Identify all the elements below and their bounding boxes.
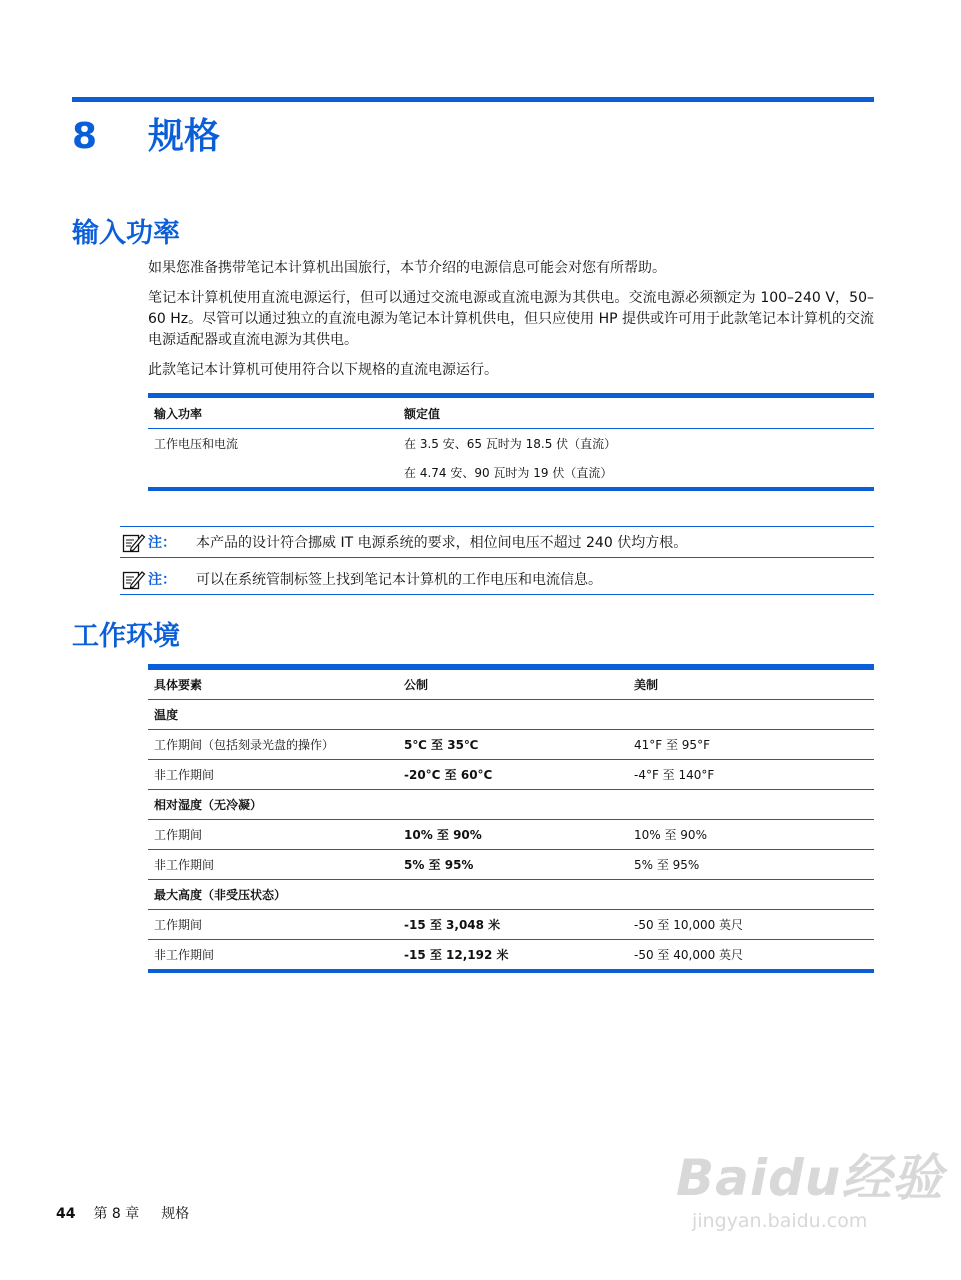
watermark xyxy=(676,1138,944,1248)
chapter-top-rule xyxy=(72,97,874,102)
table-row xyxy=(148,820,874,850)
section-heading-input-power: 输入功率 xyxy=(72,218,180,249)
note-text: 本产品的设计符合挪威 IT 电源系统的要求，相位间电压不超过 240 伏均方根。 xyxy=(196,535,688,551)
table-cell: 工作期间 xyxy=(148,910,398,940)
table-cell: 5% 至 95% xyxy=(628,850,874,880)
table-cell: 41°F 至 95°F xyxy=(628,730,874,760)
table-cell: 在 4.74 安、90 瓦时为 19 伏（直流） xyxy=(404,466,613,480)
table-header-cell: 额定值 xyxy=(398,396,874,429)
chapter-name: 规格 xyxy=(148,116,221,157)
environment-table xyxy=(148,664,874,973)
table-row xyxy=(148,940,874,972)
footer-chapter: 第 8 章 xyxy=(93,1206,140,1222)
section-heading-environment: 工作环境 xyxy=(72,621,180,652)
table-group-label: 相对湿度（无冷凝） xyxy=(148,790,398,820)
table-cell: -20°C 至 60°C xyxy=(398,760,628,790)
table-cell: 5℃ 至 35℃ xyxy=(398,730,628,760)
table-row xyxy=(148,850,874,880)
table-cell: 在 3.5 安、65 瓦时为 18.5 伏（直流） xyxy=(404,437,617,451)
table-header-row xyxy=(148,667,874,700)
table-row xyxy=(148,760,874,790)
note-icon xyxy=(122,532,146,558)
table-header-row xyxy=(148,396,874,429)
table-group-label: 最大高度（非受压状态） xyxy=(148,880,398,910)
table-header-cell: 输入功率 xyxy=(148,396,398,429)
table-row xyxy=(148,429,874,459)
watermark-url: jingyan.baidu.com xyxy=(692,1210,868,1232)
table-group-row xyxy=(148,790,874,820)
table-cell xyxy=(398,790,628,820)
page-number: 44 xyxy=(56,1206,76,1222)
note-box xyxy=(120,564,874,595)
note-label: 注： xyxy=(148,535,176,551)
table-header-cell: 具体要素 xyxy=(148,667,398,700)
table-cell: 工作电压和电流 xyxy=(154,437,239,451)
table-cell: 5% 至 95% xyxy=(398,850,628,880)
table-header-cell: 美制 xyxy=(628,667,874,700)
watermark-brand: Baidu经验 xyxy=(676,1149,944,1207)
table-cell: -50 至 40,000 英尺 xyxy=(634,948,744,962)
table-cell xyxy=(148,458,398,489)
table-cell: 非工作期间 xyxy=(148,850,398,880)
table-header-cell: 公制 xyxy=(398,667,628,700)
input-power-paragraph-3: 此款笔记本计算机可使用符合以下规格的直流电源运行。 xyxy=(148,362,498,378)
table-cell: -4°F 至 140°F xyxy=(628,760,874,790)
table-cell: -15 至 3,048 米 xyxy=(398,910,628,940)
table-cell xyxy=(628,790,874,820)
table-cell xyxy=(398,700,628,730)
footer-title: 规格 xyxy=(161,1206,190,1222)
note-label: 注： xyxy=(148,572,176,588)
note-icon xyxy=(122,569,146,595)
table-cell: -15 至 12,192 米 xyxy=(404,948,509,962)
table-cell: 非工作期间 xyxy=(154,948,215,962)
table-row xyxy=(148,730,874,760)
table-row xyxy=(148,458,874,489)
table-group-row xyxy=(148,880,874,910)
table-cell: 10% 至 90% xyxy=(628,820,874,850)
table-cell xyxy=(398,880,628,910)
chapter-title xyxy=(72,108,220,159)
input-power-paragraph-1: 如果您准备携带笔记本计算机出国旅行，本节介绍的电源信息可能会对您有所帮助。 xyxy=(148,260,666,276)
table-cell: 工作期间（包括刻录光盘的操作） xyxy=(148,730,398,760)
page-footer xyxy=(56,1203,189,1223)
table-cell: 工作期间 xyxy=(148,820,398,850)
input-power-paragraph-2: 笔记本计算机使用直流电源运行，但可以通过交流电源或直流电源为其供电。交流电源必须额定为 100–240 V，50–60 Hz。尽管可以通过独立的直流电源为笔记本计算机供电，但只应使用 HP 提供或许可用于此款笔记本计算机的交流电源适配器或直流电源为其供电。 xyxy=(148,290,875,348)
chapter-number: 8 xyxy=(72,116,98,157)
table-cell: -50 至 10,000 英尺 xyxy=(628,910,874,940)
table-cell: 非工作期间 xyxy=(148,760,398,790)
table-row xyxy=(148,910,874,940)
table-group-row xyxy=(148,700,874,730)
input-power-table xyxy=(148,393,874,491)
table-cell xyxy=(628,700,874,730)
note-text: 可以在系统管制标签上找到笔记本计算机的工作电压和电流信息。 xyxy=(196,572,602,588)
table-cell xyxy=(628,880,874,910)
table-group-label: 温度 xyxy=(148,700,398,730)
note-box xyxy=(120,526,874,558)
table-cell: 10% 至 90% xyxy=(398,820,628,850)
